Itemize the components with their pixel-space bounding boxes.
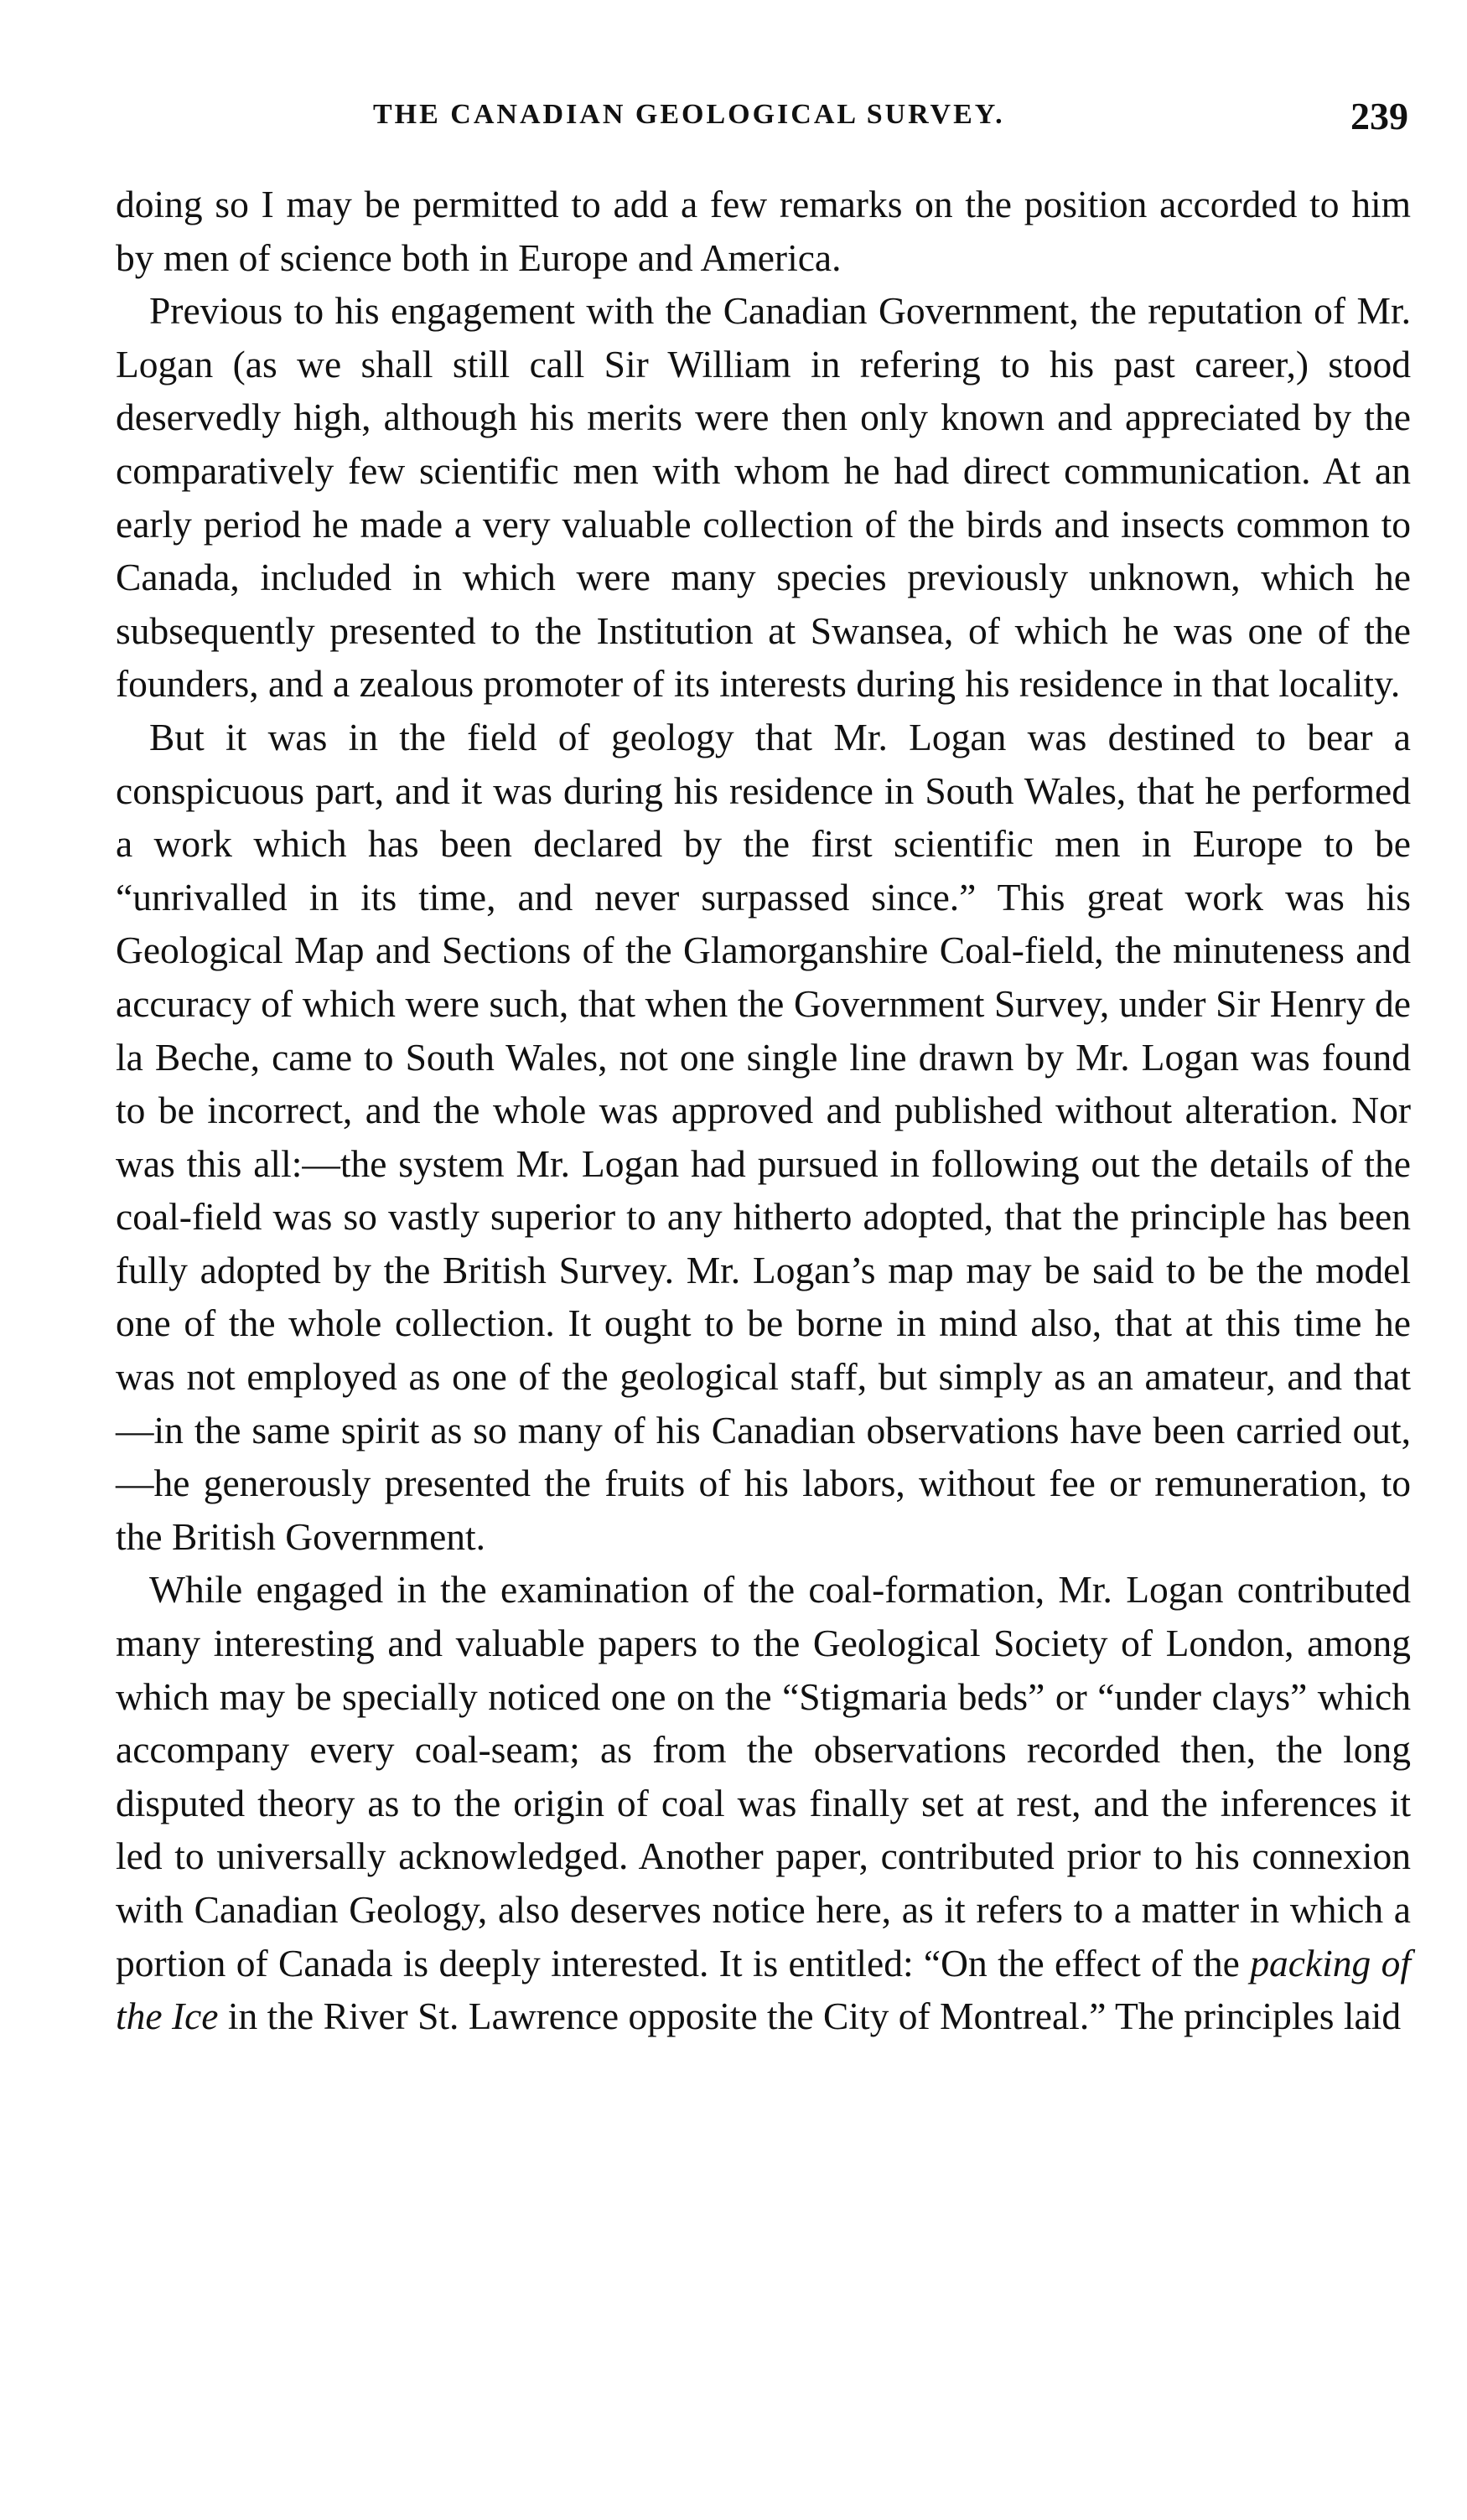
paragraph-reputation: Previous to his engagement with the Canadian Government, the reputation of Mr. Logan (as we shall still call Sir William in refering to his past career,) stood deservedly high, although his merits were then only known and appreciated by the comparatively few scientific men with whom he had direct communication. At an early period he made a very valuable collection of the birds and insects common to Canada, included in which were many species previously unknown, which he subsequently presented to the Institution at Swansea, of which he was one of the founders, and a zealous promoter of its interests during his residence in that locality. bbox=[116, 289, 1411, 706]
paragraph-coal-formation-tail: in the River St. Lawrence opposite the City of Montreal.” The principles laid bbox=[218, 1995, 1402, 2038]
running-head bbox=[84, 94, 1408, 144]
body-text bbox=[116, 178, 1411, 2043]
paragraph-geological-map: But it was in the field of geology that Mr. Logan was destined to bear a conspicuous part, and it was during his residence in South Wales, that he performed a work which has been declared by the first scientific men in Europe to be “unrivalled in its time, and never surpassed since.” This great work was his Geological Map and Sections of the Glamorganshire Coal-field, the minuteness and accuracy of which were such, that when the Government Survey, under Sir Henry de la Beche, came to South Wales, not one single line drawn by Mr. Logan was found to be incorrect, and the whole was approved and published without alteration. Nor was this all:—the system Mr. Logan had pursued in following out the details of the coal-field was so vastly superior to any hitherto adopted, that the principle has been fully adopted by the British Survey. Mr. Logan’s map may be said to be the model one of the whole collection. It ought to be borne in mind also, that at this time he was not employed as one of the geological staff, but simply as an amateur, and that —in the same spirit as so many of his Canadian observations have been carried out,—he generously presented the fruits of his labors, without fee or remuneration, to the British Government. bbox=[116, 715, 1411, 1558]
italic-phrase: packing of the Ice bbox=[116, 1941, 1411, 2038]
paragraph-coal-formation bbox=[116, 1563, 1411, 2042]
paragraph-continuation: doing so I may be permitted to add a few remarks on the position accorded to him by men of science both in Europe and America. bbox=[116, 183, 1411, 279]
paragraph-coal-formation-text: While engaged in the examination of the coal-formation, Mr. Logan contributed many interesting and valuable papers to the Geological Society of London, among which may be specially noticed one on the “Stigmaria beds” or “under clays” which accompany every coal-seam; as from the observations recorded then, the long disputed theory as to the origin of coal was finally set at rest, and the inferences it led to universally acknowledged. Another paper, contributed prior to his connexion with Canadian Geology, also deserves notice here, as it refers to a matter in which a portion of Canada is deeply interested. It is entitled: “On the effect of the bbox=[116, 1568, 1411, 1984]
running-title: THE CANADIAN GEOLOGICAL SURVEY. bbox=[373, 99, 1005, 130]
page-number: 239 bbox=[1350, 95, 1408, 137]
